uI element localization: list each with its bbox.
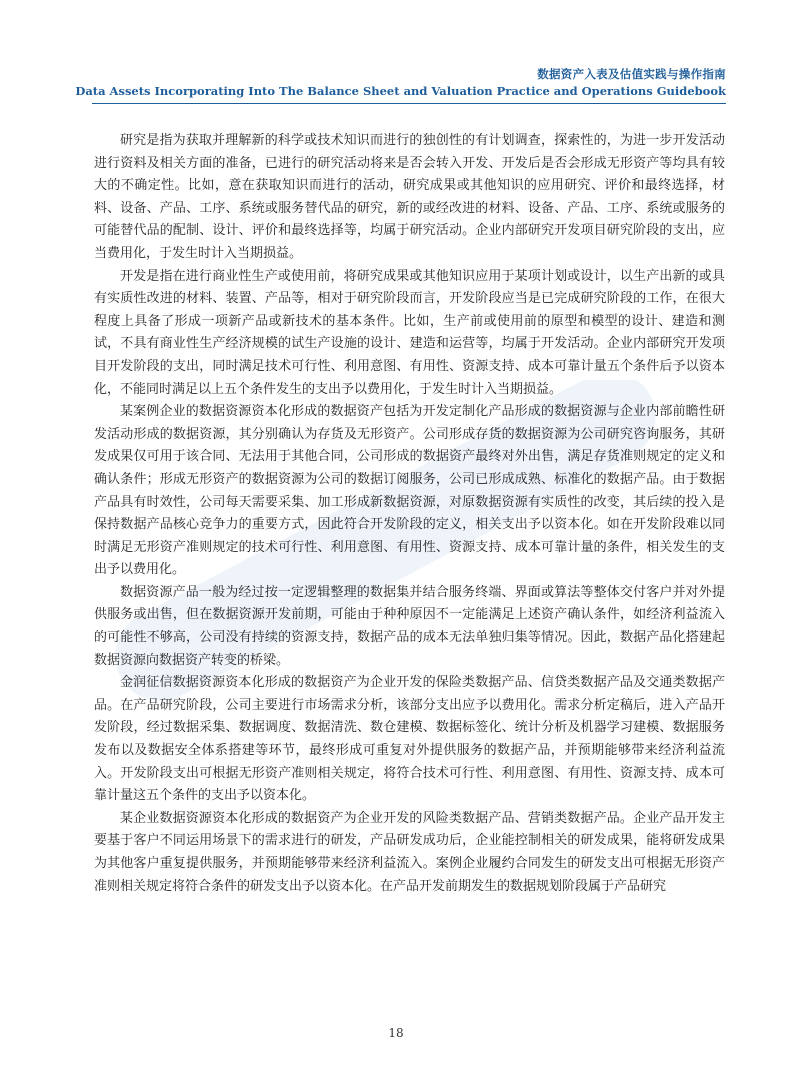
paragraph-research-definition: 研究是指为获取并理解新的科学或技术知识而进行的独创性的有计划调查，探索性的，为进一步开发活动进行资料及相关方面的准备，已进行的研究活动将来是否会转入开发、开发后是否会形成无形资产等均具有较大的不确定性。比如，意在获取知识而进行的活动，研究成果或其他知识的应用研究、评价和最终选择，材料、设备、产品、工序、系统或服务替代品的研究，新的或经改进的材料、设备、产品、工序、系统或服务的可能替代品的配制、设计、评价和最终选择等，均属于研究活动。企业内部研究开发项目研究阶段的支出，应当费用化，于发生时计入当期损益。 bbox=[94, 133, 725, 261]
paragraph-enterprise-data-products: 某企业数据资源资本化形成的数据资产为企业开发的风险类数据产品、营销类数据产品。企业产品开发主要基于客户不同运用场景下的需求进行的研发，产品研发成功后，企业能控制相关的研发成果，能将研发成果为其他客户重复提供服务，并预期能够带来经济利益流入。案例企业履约合同发生的研发支出可根据无形资产准则相关规定将符合条件的研发支出予以资本化。在产品开发前期发生的数据规划阶段属于产品研究 bbox=[94, 810, 725, 894]
header-divider bbox=[92, 103, 726, 104]
paragraph-development-definition: 开发是指在进行商业性生产或使用前，将研究成果或其他知识应用于某项计划或设计，以生产出新的或具有实质性改进的材料、装置、产品等，相对于研究阶段而言，开发阶段应当是已完成研究阶段的工作，在很大程度上具备了形成一项新产品或新技术的基本条件。比如，生产前或使用前的原型和模型的设计、建造和测试，不具有商业性生产经济规模的试生产设施的设计、建造和运营等，均属于开发活动。企业内部研究开发项目开发阶段的支出，同时满足技术可行性、利用意图、有用性、资源支持、成本可靠计量五个条件后予以资本化，不能同时满足以上五个条件发生的支出予以费用化，于发生时计入当期损益。 bbox=[94, 268, 725, 397]
header-title-en: Data Assets Incorporating Into The Balance Sheet and Valuation Practice and Operations Guidebook bbox=[75, 84, 726, 98]
body-text bbox=[94, 130, 725, 898]
header-title-cn: 数据资产入表及估值实践与操作指南 bbox=[537, 67, 726, 81]
page-number: 18 bbox=[388, 1026, 404, 1040]
paragraph-case-enterprise: 某案例企业的数据资源资本化形成的数据资产包括为开发定制化产品形成的数据资源与企业内部前瞻性研发活动形成的数据资源，其分别确认为存货及无形资产。公司形成存货的数据资源为公司研究咨询服务，其研发成果仅可用于该合同、无法用于其他合同，公司形成的数据资产最终对外出售，满足存货准则规定的定义和确认条件；形成无形资产的数据资源为公司的数据订阅服务，公司已形成成熟、标准化的数据产品。由于数据产品具有时效性，公司每天需要采集、加工形成新数据资源，对原数据资源有实质性的改变，其后续的投入是保持数据产品核心竞争力的重要方式，因此符合开发阶段的定义，相关支出予以资本化。如在开发阶段难以同时满足无形资产准则规定的技术可行性、利用意图、有用性、资源支持、成本可靠计量的条件，相关发生的支出予以费用化。 bbox=[94, 404, 725, 578]
paragraph-jinrun-credit: 金润征信数据资源资本化形成的数据资产为企业开发的保险类数据产品、信贷类数据产品及交通类数据产品。在产品研究阶段，公司主要进行市场需求分析，该部分支出应予以费用化。需求分析定稿后，进入产品开发阶段，经过数据采集、数据调度、数据清洗、数仓建模、数据标签化、统计分析及机器学习建模、数据服务发布以及数据安全体系搭建等环节，最终形成可重复对外提供服务的数据产品，并预期能够带来经济利益流入。开发阶段支出可根据无形资产准则相关规定，将符合技术可行性、利用意图、有用性、资源支持、成本可靠计量这五个条件的支出予以资本化。 bbox=[94, 675, 725, 804]
paragraph-data-resource-products: 数据资源产品一般为经过按一定逻辑整理的数据集并结合服务终端、界面或算法等整体交付客户并对外提供服务或出售，但在数据资源开发前期，可能由于种种原因不一定能满足上述资产确认条件，如经济利益流入的可能性不够高，公司没有持续的资源支持，数据产品的成本无法单独归集等情况。因此，数据产品化搭建起数据资源向数据资产转变的桥梁。 bbox=[94, 584, 725, 668]
